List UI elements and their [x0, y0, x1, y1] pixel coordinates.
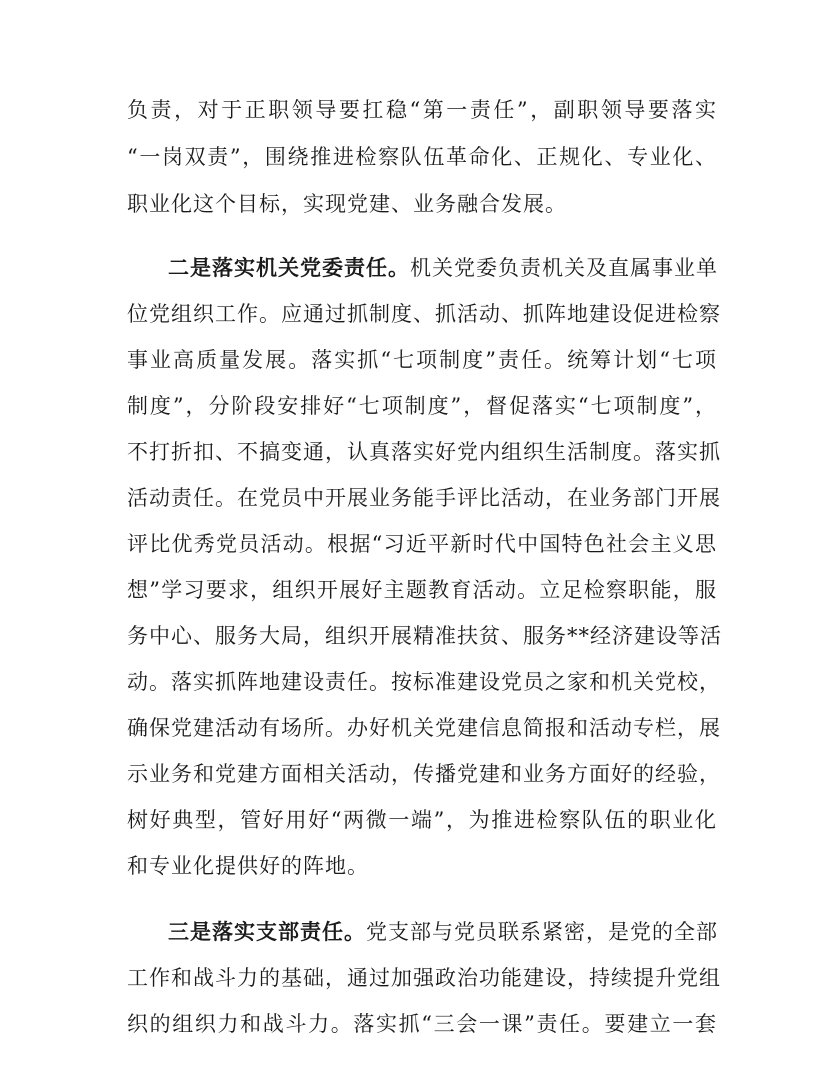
paragraph-2-line-3: 事业高质量发展。落实抓“七项制度”责任。统筹计划“七项 [127, 348, 717, 372]
paragraph-2-line-12: 示业务和党建方面相关活动，传播党建和业务方面好的经验， [127, 762, 721, 786]
paragraph-1-line-1: 负责，对于正职领导要扛稳“第一责任”，副职领导要落实 [127, 98, 717, 122]
paragraph-3-line-2: 工作和战斗力的基础，通过加强政治功能建设，持续提升党组 [127, 966, 721, 990]
paragraph-2-line-9: 务中心、服务大局，组织开展精准扶贫、服务**经济建设等活 [127, 624, 722, 648]
paragraph-3-line-1-rest: 党支部与党员联系紧密，是党的全部 [366, 920, 718, 944]
paragraph-1-line-2: “一岗双责”，围绕推进检察队伍革命化、正规化、专业化、 [127, 145, 717, 169]
paragraph-2-line-5: 不打折扣、不搞变通，认真落实好党内组织生活制度。落实抓 [127, 440, 721, 464]
paragraph-2-line-11: 确保党建活动有场所。办好机关党建信息简报和活动专栏，展 [127, 716, 721, 740]
paragraph-2-line-6: 活动责任。在党员中开展业务能手评比活动，在业务部门开展 [127, 486, 721, 510]
paragraph-2-line-4: 制度”，分阶段安排好“七项制度”，督促落实“七项制度”， [127, 394, 717, 418]
paragraph-1-line-3: 职业化这个目标，实现党建、业务融合发展。 [127, 192, 567, 216]
paragraph-2-line-8: 想”学习要求，组织开展好主题教育活动。立足检察职能，服 [127, 578, 717, 602]
paragraph-2-line-1-rest: 机关党委负责机关及直属事业单 [410, 256, 718, 280]
paragraph-2-line-14: 和专业化提供好的阵地。 [127, 854, 369, 878]
paragraph-2-line-7: 评比优秀党员活动。根据“习近平新时代中国特色社会主义思 [127, 532, 717, 556]
paragraph-2-line-2: 位党组织工作。应通过抓制度、抓活动、抓阵地建设促进检察 [127, 302, 721, 326]
paragraph-2-line-13: 树好典型，管好用好“两微一端”，为推进检察队伍的职业化 [127, 808, 717, 832]
paragraph-2-line-10: 动。落实抓阵地建设责任。按标准建设党员之家和机关党校， [127, 670, 721, 694]
paragraph-2-line-1 [168, 254, 717, 282]
paragraph-3-heading: 三是落实支部责任。 [168, 920, 366, 944]
paragraph-2-heading: 二是落实机关党委责任。 [168, 256, 410, 280]
paragraph-3-line-1 [168, 918, 717, 946]
paragraph-3-line-3: 织的组织力和战斗力。落实抓“三会一课”责任。要建立一套 [127, 1012, 717, 1036]
